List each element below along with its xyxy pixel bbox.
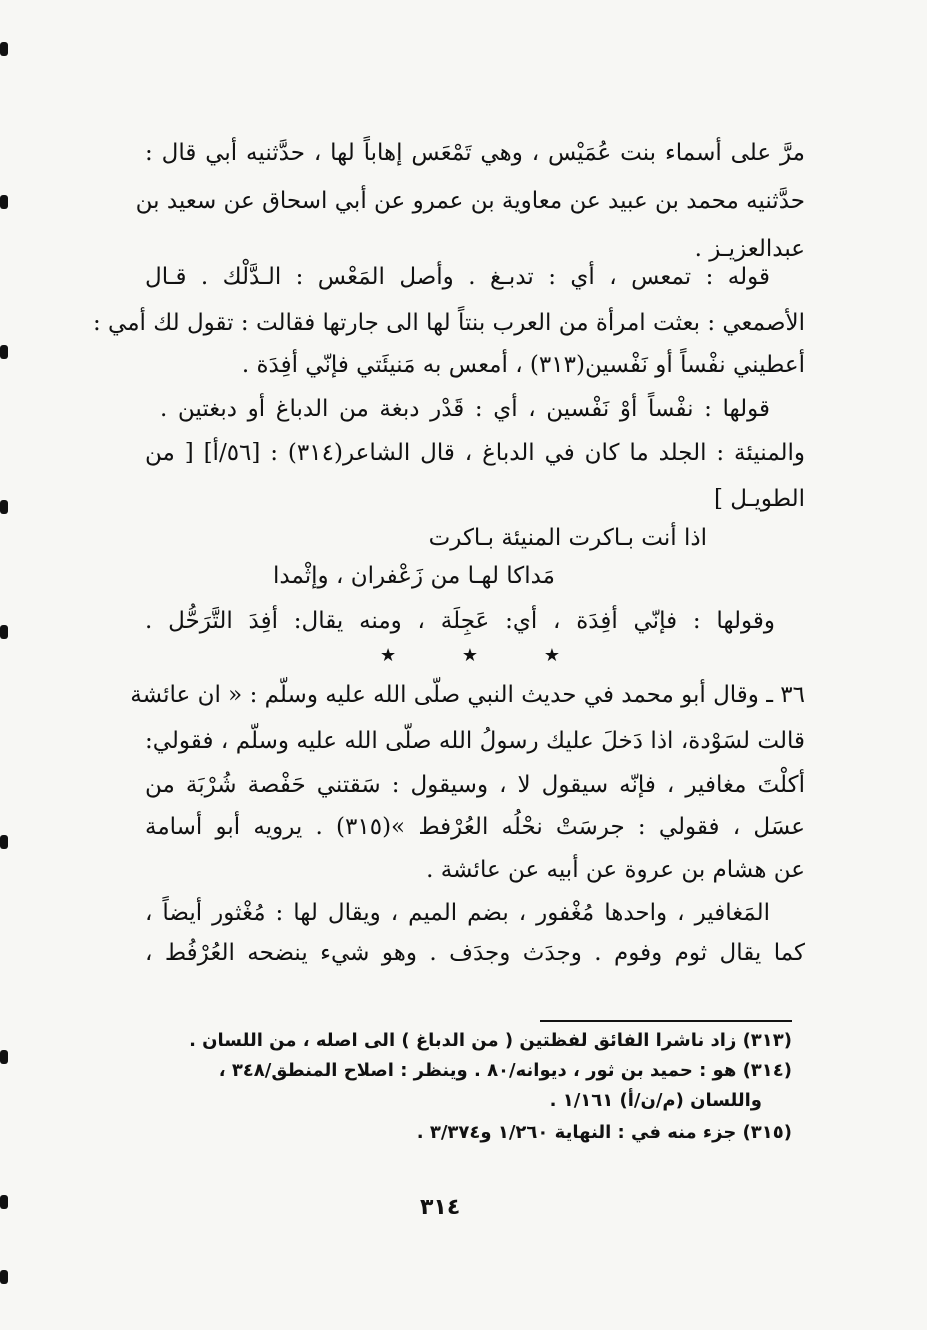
text-line: وقولها : فإنّي أفِدَة ، أي: عَجِلَة ، ومنه يقال: أفِدَ التَّرَحُّل .	[145, 608, 775, 634]
footnote: (٣١٣) زاد ناشرا الفائق لفظتين ( من الدباغ ) الى اصله ، من اللسان .	[189, 1030, 792, 1051]
footnote-divider	[540, 1020, 792, 1022]
text-line: كما يقال ثوم وفوم . وجدَث وجدَف . وهو شيء ينضحه العُرْفُط ،	[145, 940, 805, 966]
star-icon: ★	[380, 645, 397, 666]
star-icon: ★	[543, 645, 560, 666]
text-line: مرَّ على أسماء بنت عُمَيْس ، وهي تَمْعَس إهاباً لها ، حدَّثنيه أبي قال :	[145, 140, 805, 166]
binding-mark	[0, 195, 8, 209]
footnote: (٣١٥) جزء منه في : النهاية ١/٢٦٠ و٣/٣٧٤ .	[416, 1122, 792, 1143]
section-divider	[380, 645, 560, 666]
text-line: حدَّثنيه محمد بن عبيد عن معاوية بن عمرو عن أبي اسحاق عن سعيد بن	[135, 188, 805, 214]
text-line: أكلْتَ مغافير ، فإنّه سيقول لا ، وسيقول : سَقتني حَفْصة شُرْبَة من	[145, 772, 805, 798]
text-line: الأصمعي : بعثت امرأة من العرب بنتاً لها الى جارتها فقالت : تقول لك أمي :	[93, 310, 805, 336]
text-line: قالت لسَوْدة، اذا دَخلَ عليك رسولُ الله صلّى الله عليه وسلّم ، فقولي:	[145, 728, 805, 754]
verse-line: مَداكا لهـا من زَعْفران ، وإثْمدا	[273, 563, 555, 589]
binding-mark	[0, 1195, 8, 1209]
text-line: والمنيئة : الجلد ما كان في الدباغ ، قال الشاعر(٣١٤) : [٥٦/أ] [ من	[145, 440, 805, 466]
footnote: واللسان (م/ن/أ) ١/١٦١ .	[549, 1090, 762, 1111]
verse-line: اذا أنت بـاكرت المنيئة بـاكرت	[428, 525, 707, 551]
binding-mark	[0, 1050, 8, 1064]
binding-mark	[0, 42, 8, 56]
binding-mark	[0, 345, 8, 359]
text-line: قوله : تمعس ، أي : تدبـغ . وأصل المَعْس : الـدَّلْك . قـال	[145, 264, 770, 290]
text-line: عن هشام بن عروة عن أبيه عن عائشة .	[426, 857, 805, 883]
binding-mark	[0, 625, 8, 639]
page-number: ٣١٤	[420, 1195, 461, 1220]
star-icon: ★	[461, 645, 479, 666]
text-line: أعطيني نفْساً أو نَفْسين(٣١٣) ، أمعس به مَنيئَتي فإنّي أفِدَة .	[241, 352, 805, 378]
footnote: (٣١٤) هو : حميد بن ثور ، ديوانه/٨٠ . وينظر : اصلاح المنطق/٣٤٨ ،	[218, 1060, 792, 1081]
text-line: عبدالعزيـز .	[694, 236, 805, 262]
binding-mark	[0, 500, 8, 514]
text-line: عسَل ، فقولي : جرسَتْ نحْلُه العُرْفط »(٣١٥) . يرويه أبو أسامة	[145, 814, 806, 840]
text-line: المَغافير ، واحدها مُغْفور ، بضم الميم ، ويقال لها : مُغْثور أيضاً ،	[145, 900, 770, 926]
text-line: قولها : نفْساً أوْ نَفْسين ، أي : قَدْر دبغة من الدباغ أو دبغتين .	[160, 396, 770, 422]
binding-mark	[0, 835, 8, 849]
binding-mark	[0, 1270, 8, 1284]
text-line: ٣٦ ـ وقال أبو محمد في حديث النبي صلّى الله عليه وسلّم : « ان عائشة	[130, 682, 805, 708]
text-line: الطويـل ]	[714, 486, 805, 512]
